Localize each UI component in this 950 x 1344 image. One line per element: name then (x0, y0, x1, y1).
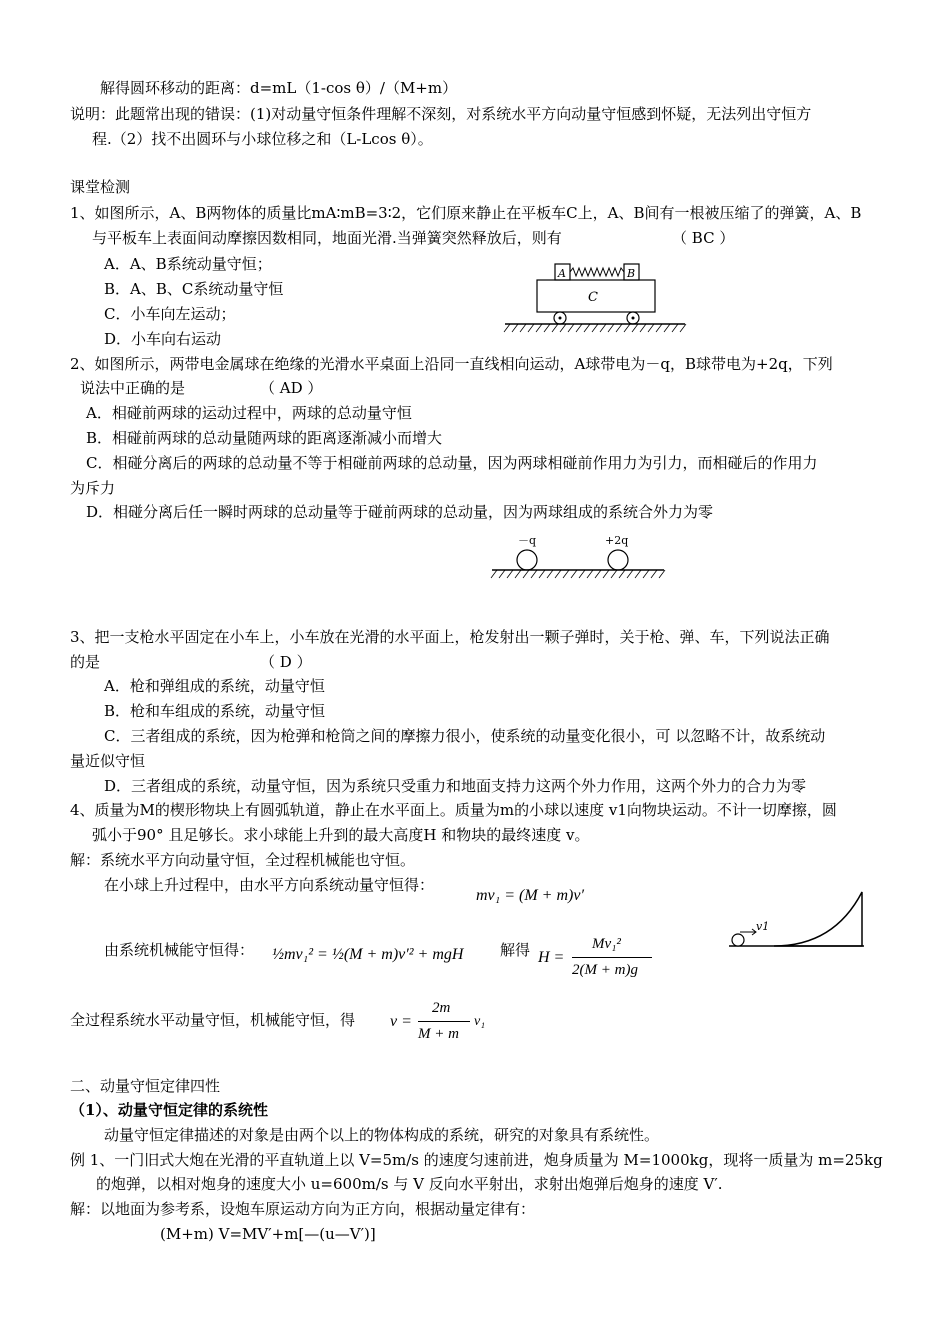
example1-solution-1: 解：以地面为参考系，设炮车原运动方向为正方向，根据动量定律有： (70, 1200, 536, 1218)
q3-stem-1: 3、把一支枪水平固定在小车上，小车放在光滑的水平面上，枪发射出一颗子弹时，关于枪、弹、车，下列说法正确 (70, 628, 830, 646)
q2-stem-2: 说法中正确的是 (80, 379, 186, 397)
q1-option-d: D．小车向右运动 (104, 330, 222, 348)
part2-subheading: （1）、动量守恒定律的系统性 (70, 1101, 268, 1119)
charge-right-label: +2q (605, 534, 629, 547)
equation-momentum: mv₁ = (M + m)v′ (476, 887, 584, 904)
equation-v-denominator: M + m (418, 1026, 459, 1042)
q4-solution-4: 全过程系统水平动量守恒，机械能守恒，得 (70, 1011, 356, 1029)
note-line-1: 说明：此题常出现的错误：(1)对动量守恒条件理解不深刻，对系统水平方向动量守恒感到怀疑，无法列出守恒方 (70, 105, 812, 123)
q1-option-a: A．A、B系统动量守恒； (104, 255, 272, 273)
cart-label: C (588, 290, 598, 305)
block-b-label: B (627, 267, 636, 280)
q2-answer: （ AD ） (260, 379, 323, 397)
part2-description: 动量守恒定律描述的对象是由两个以上的物体构成的系统，研究的对象具有系统性。 (104, 1126, 660, 1144)
part2-heading: 二、动量守恒定律四性 (70, 1077, 221, 1095)
equation-v-tail: v₁ (474, 1014, 486, 1029)
note-line-2: 程.（2）找不出圆环与小球位移之和（L-Lcos θ）。 (92, 130, 433, 148)
intro-line: 解得圆环移动的距离：d=mL（1-cos θ）/（M+m） (100, 79, 458, 97)
q4-solution-2: 在小球上升过程中，由水平方向系统动量守恒得： (104, 876, 435, 894)
q2-option-d: D．相碰分离后任一瞬时两球的总动量等于碰前两球的总动量，因为两球组成的系统合外力为零 (86, 503, 714, 521)
q1-answer: （ BC ） (672, 229, 735, 247)
q2-option-a: A．相碰前两球的运动过程中，两球的总动量守恒 (86, 404, 412, 422)
equation-energy: ½mv₁² = ½(M + m)v′² + mgH (272, 946, 464, 963)
q3-option-c-1: C．三者组成的系统，因为枪弹和枪筒之间的摩擦力很小，使系统的动量变化很小，可 以忽略不计，故系统动 (104, 727, 826, 745)
q1-cart-figure (500, 258, 690, 334)
q4-wedge-figure (724, 888, 874, 950)
solve-label: 解得 (500, 941, 531, 959)
q3-option-b: B．枪和车组成的系统，动量守恒 (104, 702, 326, 720)
q2-option-b: B．相碰前两球的总动量随两球的距离逐渐减小而增大 (86, 429, 443, 447)
equation-h-fraction-bar (572, 957, 652, 958)
velocity-label: v1 (756, 920, 770, 933)
q3-option-a: A．枪和弹组成的系统，动量守恒 (104, 677, 325, 695)
q2-option-c-2: 为斥力 (70, 479, 116, 497)
example1-line-2: 的炮弹，以相对炮身的速度大小 u=600m/s 与 V 反向水平射出，求射出炮弹后炮身的速度 V′. (96, 1175, 723, 1193)
q1-stem-2: 与平板车上表面间动摩擦因数相同，地面光滑.当弹簧突然释放后，则有 (92, 229, 562, 247)
block-a-label: A (558, 267, 566, 280)
q3-option-c-2: 量近似守恒 (70, 752, 146, 770)
q4-stem-2: 弧小于90° 且足够长。求小球能上升到的最大高度H 和物块的最终速度 v。 (92, 826, 590, 844)
charge-left-label: －q (518, 534, 537, 547)
equation-h-numerator: Mv₁² (592, 936, 621, 952)
q1-option-b: B．A、B、C系统动量守恒 (104, 280, 284, 298)
q3-option-d: D．三者组成的系统，动量守恒，因为系统只受重力和地面支持力这两个外力作用，这两个外力的合力为零 (104, 777, 807, 795)
q4-solution-3: 由系统机械能守恒得： (104, 941, 255, 959)
q2-charges-figure (488, 530, 668, 586)
q1-stem-1: 1、如图所示，A、B两物体的质量比mA∶mB=3∶2，它们原来静止在平板车C上，A、B间有一根被压缩了的弹簧，A、B (70, 204, 862, 222)
section-title: 课堂检测 (70, 178, 131, 196)
q4-stem-1: 4、质量为M的楔形物块上有圆弧轨道，静止在水平面上。质量为m的小球以速度 v1向物块运动。不计一切摩擦，圆 (70, 801, 837, 819)
q2-option-c-1: C．相碰分离后的两球的总动量不等于相碰前两球的总动量，因为两球相碰前作用力为引力，而相碰后的作用力 (86, 454, 818, 472)
equation-v-lhs: v = (390, 1013, 412, 1030)
q4-solution-1: 解：系统水平方向动量守恒，全过程机械能也守恒。 (70, 851, 416, 869)
q1-option-c: C．小车向左运动； (104, 305, 236, 323)
q3-answer: （ D ） (260, 653, 312, 671)
example1-line-1: 例 1、一门旧式大炮在光滑的平直轨道上以 V=5m/s 的速度匀速前进，炮身质量为 M=1000kg，现将一质量为 m=25kg (70, 1151, 883, 1169)
equation-h-lhs: H = (538, 949, 565, 966)
q2-stem-1: 2、如图所示，两带电金属球在绝缘的光滑水平桌面上沿同一直线相向运动，A球带电为－q，B球带电为+2q，下列 (70, 355, 833, 373)
equation-h-denominator: 2(M + m)g (572, 962, 638, 978)
example1-solution-2: (M+m) V=MV′+m[—(u—V′)] (160, 1225, 376, 1243)
equation-v-numerator: 2m (432, 1000, 451, 1016)
equation-v-fraction-bar (418, 1021, 470, 1022)
q3-stem-2: 的是 (70, 653, 101, 671)
